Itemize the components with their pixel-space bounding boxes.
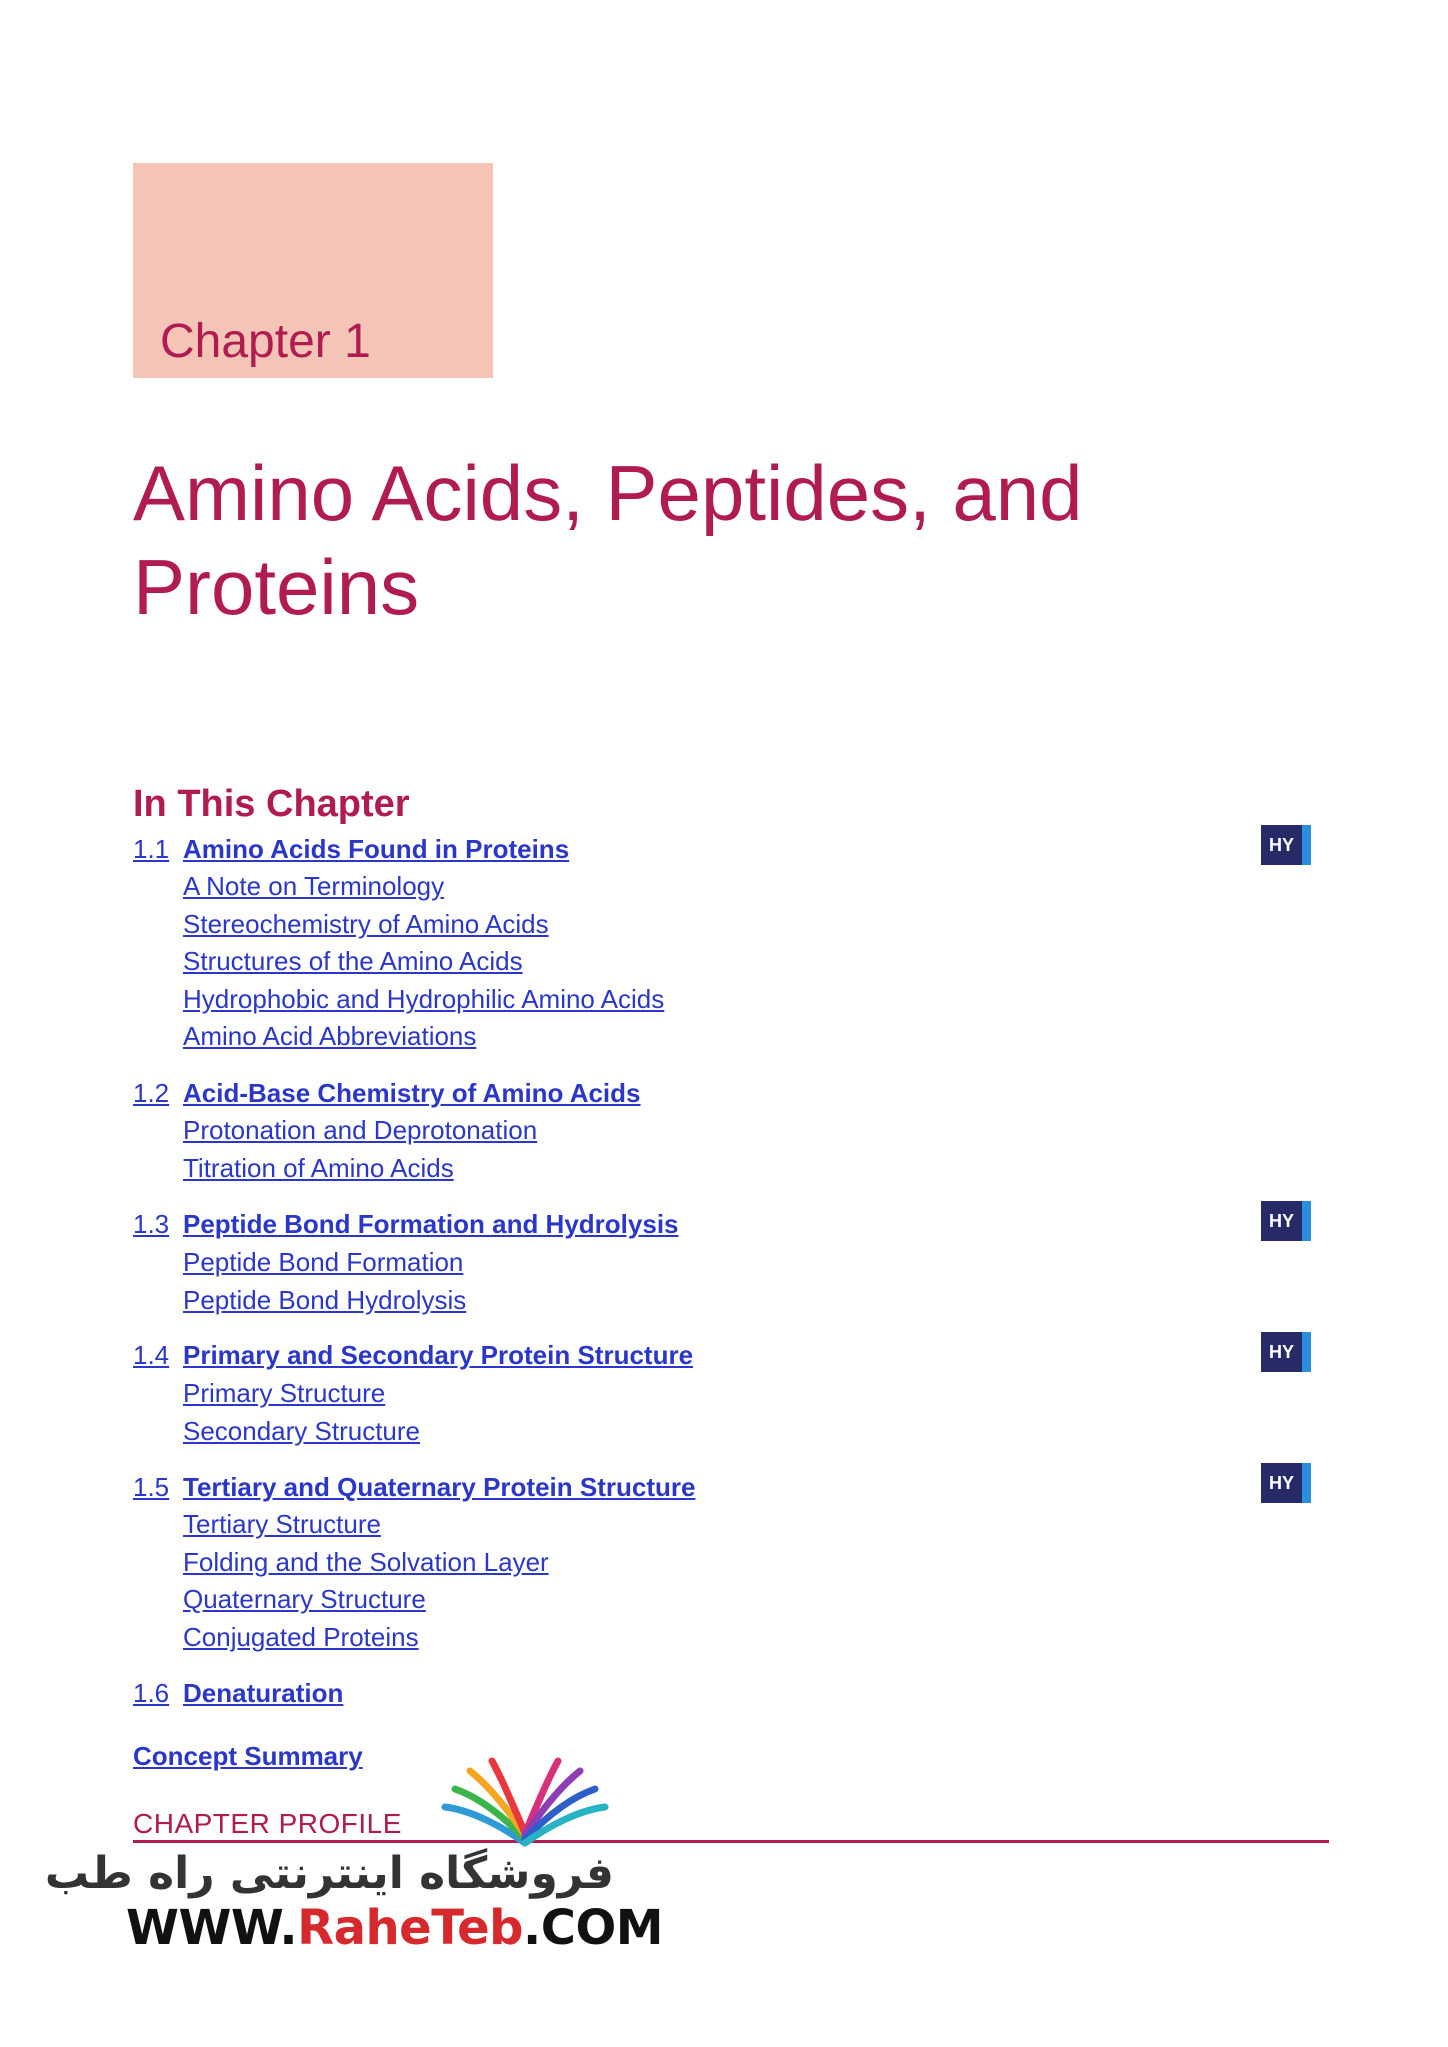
high-yield-badge: HY (1261, 1332, 1311, 1372)
toc-section-link[interactable]: Peptide Bond Formation and Hydrolysis (183, 1209, 679, 1239)
high-yield-badge: HY (1261, 1463, 1311, 1503)
toc-section-link[interactable]: Denaturation (183, 1678, 344, 1708)
toc-subsection-link[interactable]: Secondary Structure (183, 1416, 421, 1446)
watermark-persian-text: فروشگاه اینترنتی راه طب (44, 1848, 614, 1899)
toc-subsection-link[interactable]: Conjugated Proteins (183, 1622, 419, 1652)
toc-subsection-link[interactable]: Quaternary Structure (183, 1584, 426, 1614)
toc-section-number[interactable]: 1.6 (133, 1678, 170, 1708)
toc-subsection-link[interactable]: Primary Structure (183, 1378, 386, 1408)
concept-summary-link[interactable]: Concept Summary (133, 1741, 363, 1771)
toc-subsection-link[interactable]: Stereochemistry of Amino Acids (183, 909, 549, 939)
toc-section-number[interactable]: 1.2 (133, 1078, 170, 1108)
toc-section-number[interactable]: 1.4 (133, 1340, 170, 1370)
high-yield-badge: HY (1261, 825, 1311, 865)
toc-section-link[interactable]: Amino Acids Found in Proteins (183, 834, 570, 864)
high-yield-badge: HY (1261, 1201, 1311, 1241)
toc-subsection-link[interactable]: Amino Acid Abbreviations (183, 1021, 477, 1051)
toc-heading: In This Chapter (133, 783, 410, 825)
toc-subsection-link[interactable]: A Note on Terminology (183, 871, 445, 901)
chapter-title: Amino Acids, Peptides, and Proteins (133, 449, 1083, 631)
chapter-profile-label: CHAPTER PROFILE (133, 1808, 402, 1839)
watermark-url-prefix: WWW. (126, 1900, 298, 1956)
toc-subsection-link[interactable]: Peptide Bond Hydrolysis (183, 1285, 467, 1315)
chapter-number-label: Chapter 1 (160, 315, 371, 368)
toc-section-link[interactable]: Acid-Base Chemistry of Amino Acids (183, 1078, 641, 1108)
watermark-url (126, 1900, 663, 1956)
watermark-url-suffix: .COM (523, 1900, 664, 1956)
toc-subsection-link[interactable]: Structures of the Amino Acids (183, 946, 523, 976)
watermark-url-brand: RaheTeb (297, 1900, 524, 1956)
toc-subsection-link[interactable]: Protonation and Deprotonation (183, 1115, 538, 1145)
toc-section-number[interactable]: 1.1 (133, 834, 170, 864)
toc-section-link[interactable]: Primary and Secondary Protein Structure (183, 1340, 694, 1370)
toc-subsection-link[interactable]: Titration of Amino Acids (183, 1153, 454, 1183)
toc-subsection-link[interactable]: Tertiary Structure (183, 1509, 381, 1539)
toc-subsection-link[interactable]: Hydrophobic and Hydrophilic Amino Acids (183, 984, 665, 1014)
toc-section-link[interactable]: Tertiary and Quaternary Protein Structure (183, 1472, 696, 1502)
toc-subsection-link[interactable]: Peptide Bond Formation (183, 1247, 464, 1277)
chapter-profile-divider (133, 1840, 1329, 1843)
toc-section-number[interactable]: 1.3 (133, 1209, 170, 1239)
toc-section-number[interactable]: 1.5 (133, 1472, 170, 1502)
rainbow-book-logo-icon (440, 1755, 610, 1847)
toc-subsection-link[interactable]: Folding and the Solvation Layer (183, 1547, 549, 1577)
